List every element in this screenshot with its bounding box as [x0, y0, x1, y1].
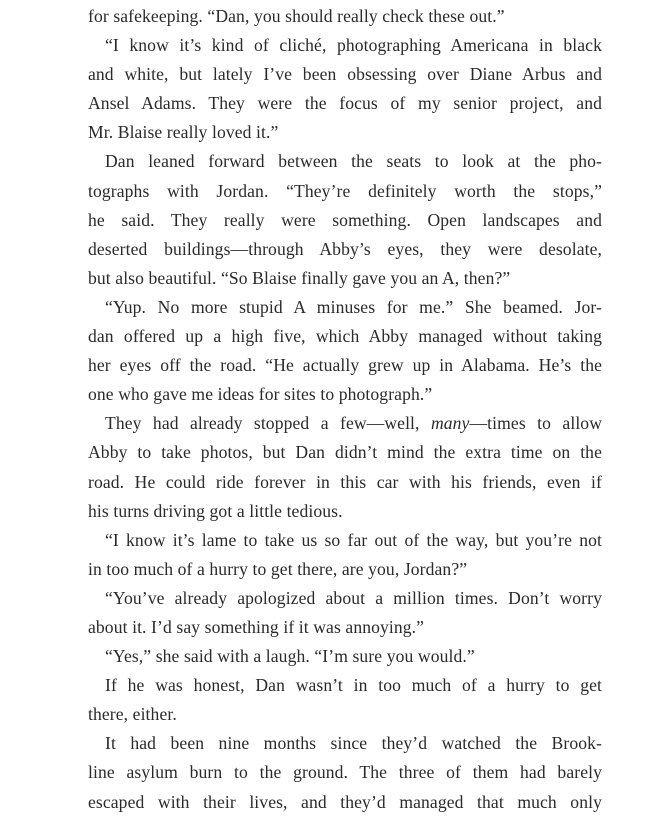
text-segment: They had already stopped a few—well,: [105, 413, 431, 434]
text-line: in too much of a hurry to get there, are you, Jordan?”: [88, 558, 468, 579]
text-line: but also beautiful. “So Blaise finally gave you an A, then?”: [88, 267, 511, 288]
text-line: If he was honest, Dan wasn’t in too much of a hurry to get: [105, 675, 602, 696]
text-line: one who gave me ideas for sites to photograph.”: [88, 384, 433, 405]
text-line: line asylum burn to the ground. The three of them had barely: [88, 762, 602, 783]
text-line: and white, but lately I’ve been obsessing over Diane Arbus and: [88, 64, 602, 85]
text-line: Abby to take photos, but Dan didn’t mind the extra time on the: [88, 442, 602, 463]
text-line: “Yup. No more stupid A minuses for me.” She beamed. Jor-: [105, 296, 602, 317]
book-page: [88, 0, 602, 815]
text-line: tographs with Jordan. “They’re definitely worth the stops,”: [88, 180, 602, 201]
text-line: deserted buildings—through Abby’s eyes, they were desolate,: [88, 238, 602, 259]
text-line: escaped with their lives, and they’d managed that much only: [88, 791, 602, 812]
text-line: “Yes,” she said with a laugh. “I’m sure you would.”: [105, 646, 475, 667]
text-line: he said. They really were something. Open landscapes and: [88, 209, 602, 230]
text-line: about it. I’d say something if it was annoying.”: [88, 616, 425, 637]
emphasis-text: many: [430, 413, 470, 434]
text-line: “I know it’s kind of cliché, photographing Americana in black: [105, 35, 602, 56]
text-segment: —times to allow: [469, 413, 603, 434]
text-line: “You’ve already apologized about a million times. Don’t worry: [105, 587, 602, 608]
text-line: there, either.: [88, 704, 177, 725]
text-line: “I know it’s lame to take us so far out of the way, but you’re not: [105, 529, 602, 550]
text-line: his turns driving got a little tedious.: [88, 500, 343, 521]
text-line: road. He could ride forever in this car with his friends, even if: [88, 471, 602, 492]
text-line: Mr. Blaise really loved it.”: [88, 122, 279, 143]
text-line: [88, 409, 602, 438]
text-line: Dan leaned forward between the seats to look at the pho-: [105, 151, 602, 172]
text-line: dan offered up a high five, which Abby managed without taking: [88, 326, 602, 347]
text-line: It had been nine months since they’d watched the Brook-: [105, 733, 602, 754]
text-line: her eyes off the road. “He actually grew up in Alabama. He’s the: [88, 355, 602, 376]
text-line: for safekeeping. “Dan, you should really check these out.”: [88, 6, 505, 26]
text-line: Ansel Adams. They were the focus of my senior project, and: [88, 93, 602, 114]
